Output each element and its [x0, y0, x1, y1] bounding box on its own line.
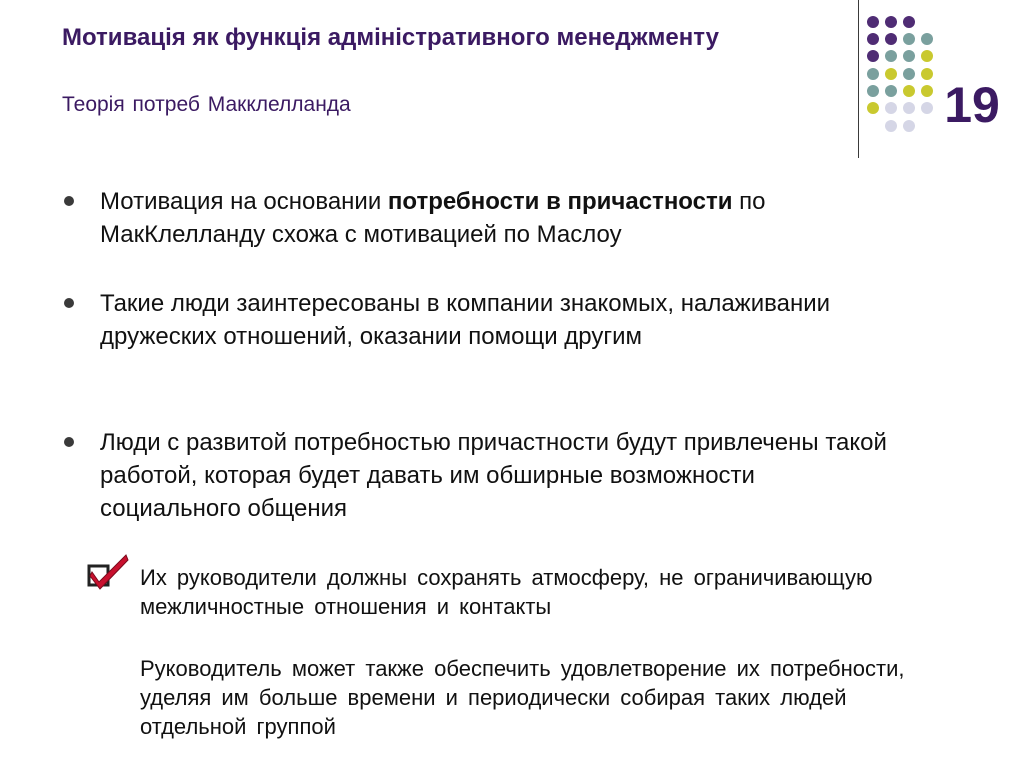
bullet-item-affiliation — [100, 185, 900, 251]
decorative-dots-icon — [0, 0, 1024, 160]
slide-subtitle: Теорія потреб Макклелланда — [62, 93, 351, 116]
note-paragraph-2: Руководитель может также обеспечить удовлетворение их потребности, уделяя им больше времени и периодически собирая таких людей отдельной группой — [140, 656, 905, 739]
slide-title: Мотивація як функція адміністративного менеджменту — [62, 24, 719, 51]
bullet-text-prefix: Мотивация на основании — [100, 188, 388, 215]
note-paragraph-1: Их руководители должны сохранять атмосферу, не ограничивающую межличностные отношения и контакты — [140, 565, 873, 619]
checkbox-checked-icon — [86, 552, 130, 590]
bullet-icon — [64, 196, 74, 206]
bullet-icon — [64, 298, 74, 308]
bullet-item-attraction: Люди с развитой потребностью причастности будут привлечены такой работой, которая будет давать им обширные возможности социального общения — [100, 429, 887, 522]
bullet-item-interests: Такие люди заинтересованы в компании знакомых, налаживании дружеских отношений, оказании помощи другим — [100, 290, 831, 350]
bullet-icon — [64, 437, 74, 447]
bullet-text-suffix: по МакКлелланду схожа с мотивацией по Маслоу — [100, 188, 766, 248]
slide-number: 19 — [944, 77, 1000, 133]
bullet-text-bold: потребности в причастности — [387, 188, 733, 215]
